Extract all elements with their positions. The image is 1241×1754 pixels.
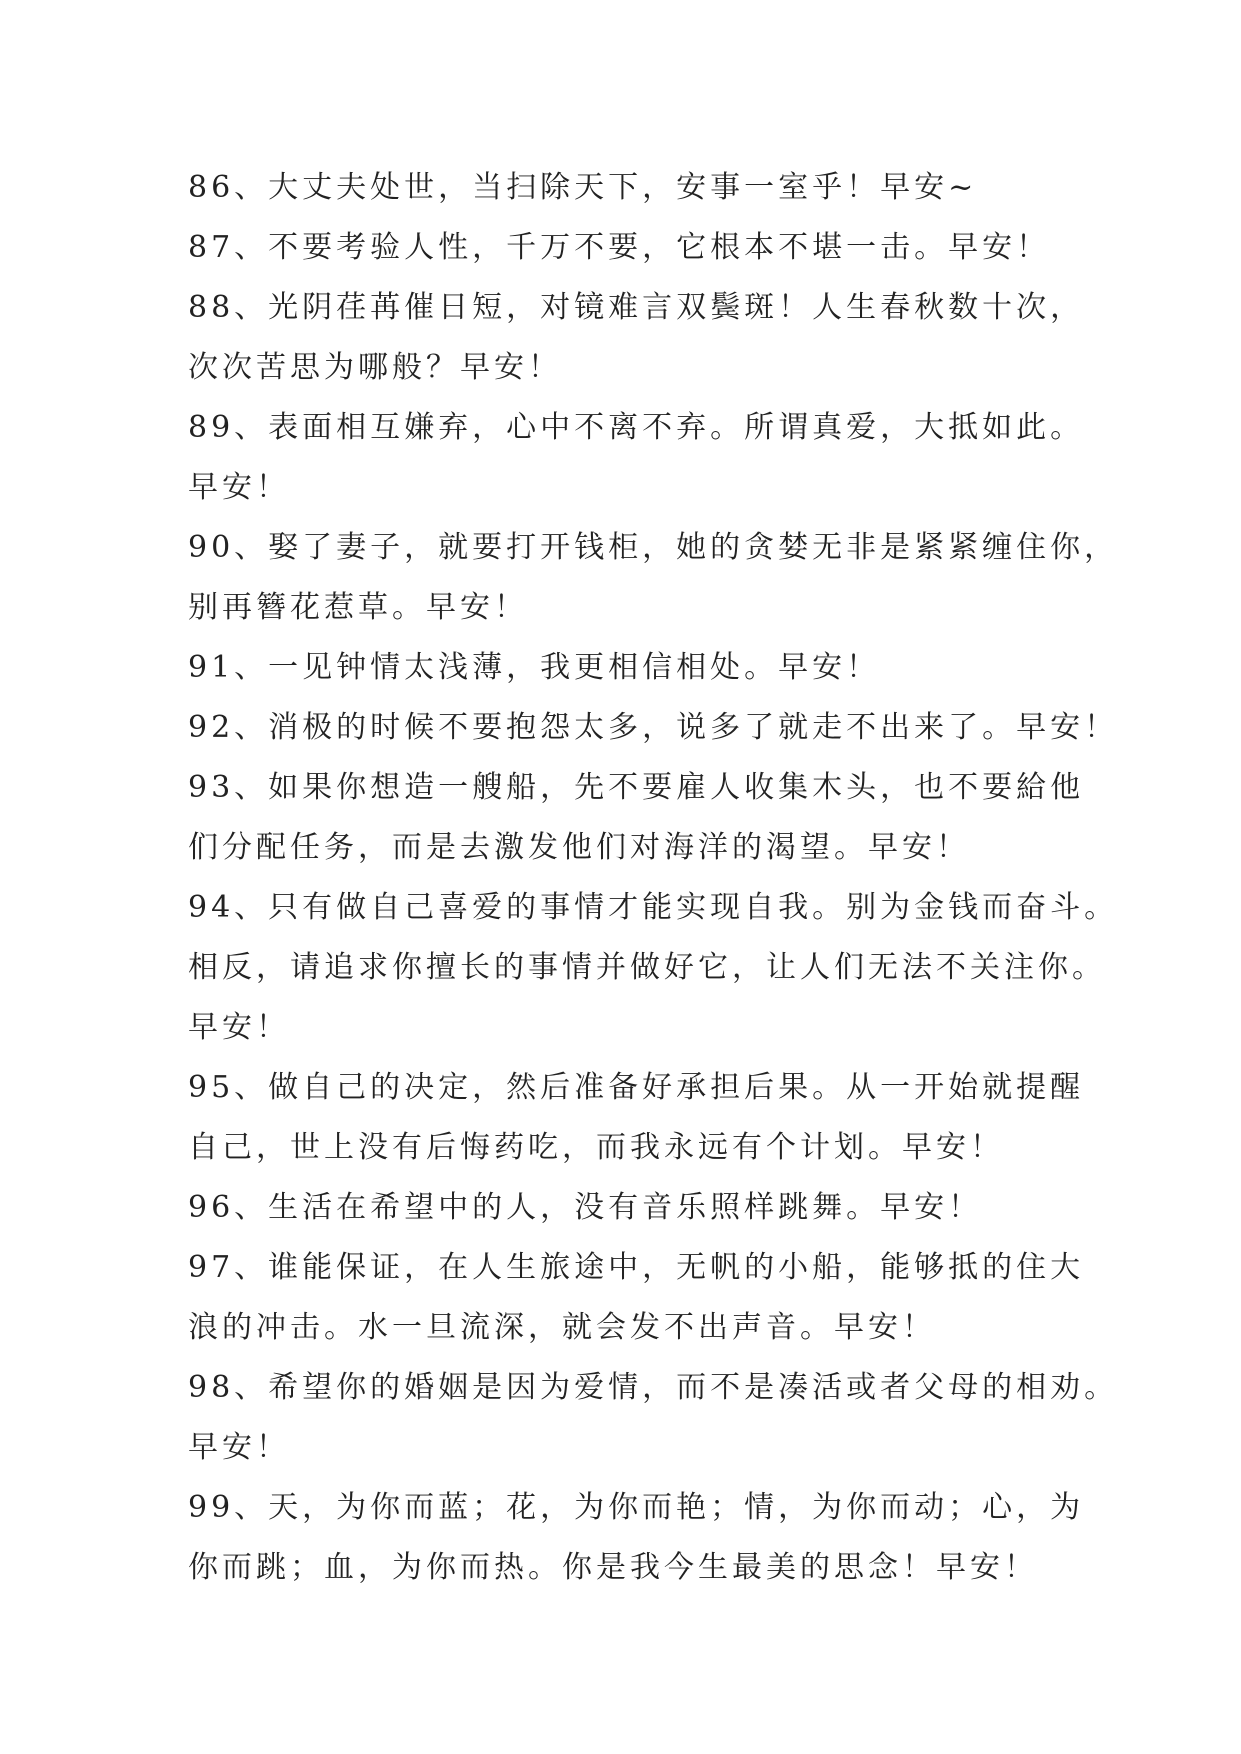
text-line: 次次苦思为哪般？早安！ <box>188 350 562 385</box>
text-line: 98、希望你的婚姻是因为爱情，而不是凑活或者父母的相劝。 <box>188 1370 1119 1405</box>
paragraph-entry <box>188 398 1085 518</box>
paragraph-entry <box>188 1178 1068 1238</box>
paragraph-entry <box>188 158 1068 218</box>
paragraph-entry <box>188 1238 1085 1358</box>
paragraph-entry <box>188 278 1085 398</box>
text-line: 87、不要考验人性，千万不要，它根本不堪一击。早安！ <box>188 230 1051 265</box>
text-line: 早安！ <box>188 470 290 505</box>
paragraph-entry <box>188 218 1068 278</box>
text-line: 95、做自己的决定，然后准备好承担后果。从一开始就提醒 <box>188 1070 1085 1105</box>
text-line: 97、谁能保证，在人生旅途中，无帆的小船，能够抵的住大 <box>188 1250 1085 1285</box>
text-line: 早安！ <box>188 1010 290 1045</box>
paragraph-entry <box>188 1358 1119 1478</box>
text-line: 早安！ <box>188 1430 290 1465</box>
paragraph-entry <box>188 518 1119 638</box>
paragraph-entry <box>188 638 1068 698</box>
text-line: 相反，请追求你擅长的事情并做好它，让人们无法不关注你。 <box>188 950 1106 985</box>
text-line: 91、一见钟情太浅薄，我更相信相处。早安！ <box>188 650 881 685</box>
text-line: 你而跳；血，为你而热。你是我今生最美的思念！早安！ <box>188 1550 1038 1585</box>
text-line: 88、光阴荏苒催日短，对镜难言双鬓斑！人生春秋数十次， <box>188 290 1085 325</box>
document-body <box>188 158 1119 1598</box>
paragraph-entry <box>188 698 1119 758</box>
text-line: 90、娶了妻子，就要打开钱柜，她的贪婪无非是紧紧缠住你， <box>188 530 1119 565</box>
paragraph-entry <box>188 1478 1085 1598</box>
text-line: 们分配任务，而是去激发他们对海洋的渴望。早安！ <box>188 830 970 865</box>
text-line: 别再簪花惹草。早安！ <box>188 590 528 625</box>
text-line: 93、如果你想造一艘船，先不要雇人收集木头，也不要給他 <box>188 770 1085 805</box>
text-line: 94、只有做自己喜爱的事情才能实现自我。别为金钱而奋斗。 <box>188 890 1119 925</box>
text-line: 92、消极的时候不要抱怨太多，说多了就走不出来了。早安！ <box>188 710 1119 745</box>
text-line: 89、表面相互嫌弃，心中不离不弃。所谓真爱，大抵如此。 <box>188 410 1085 445</box>
text-line: 99、天，为你而蓝；花，为你而艳；情，为你而动；心，为 <box>188 1490 1085 1525</box>
paragraph-entry <box>188 878 1119 1058</box>
text-line: 自己，世上没有后悔药吃，而我永远有个计划。早安！ <box>188 1130 1004 1165</box>
text-line: 浪的冲击。水一旦流深，就会发不出声音。早安！ <box>188 1310 936 1345</box>
text-line: 86、大丈夫处世，当扫除天下，安事一室乎！早安~ <box>188 170 978 205</box>
text-line: 96、生活在希望中的人，没有音乐照样跳舞。早安！ <box>188 1190 983 1225</box>
paragraph-entry <box>188 758 1085 878</box>
paragraph-entry <box>188 1058 1085 1178</box>
